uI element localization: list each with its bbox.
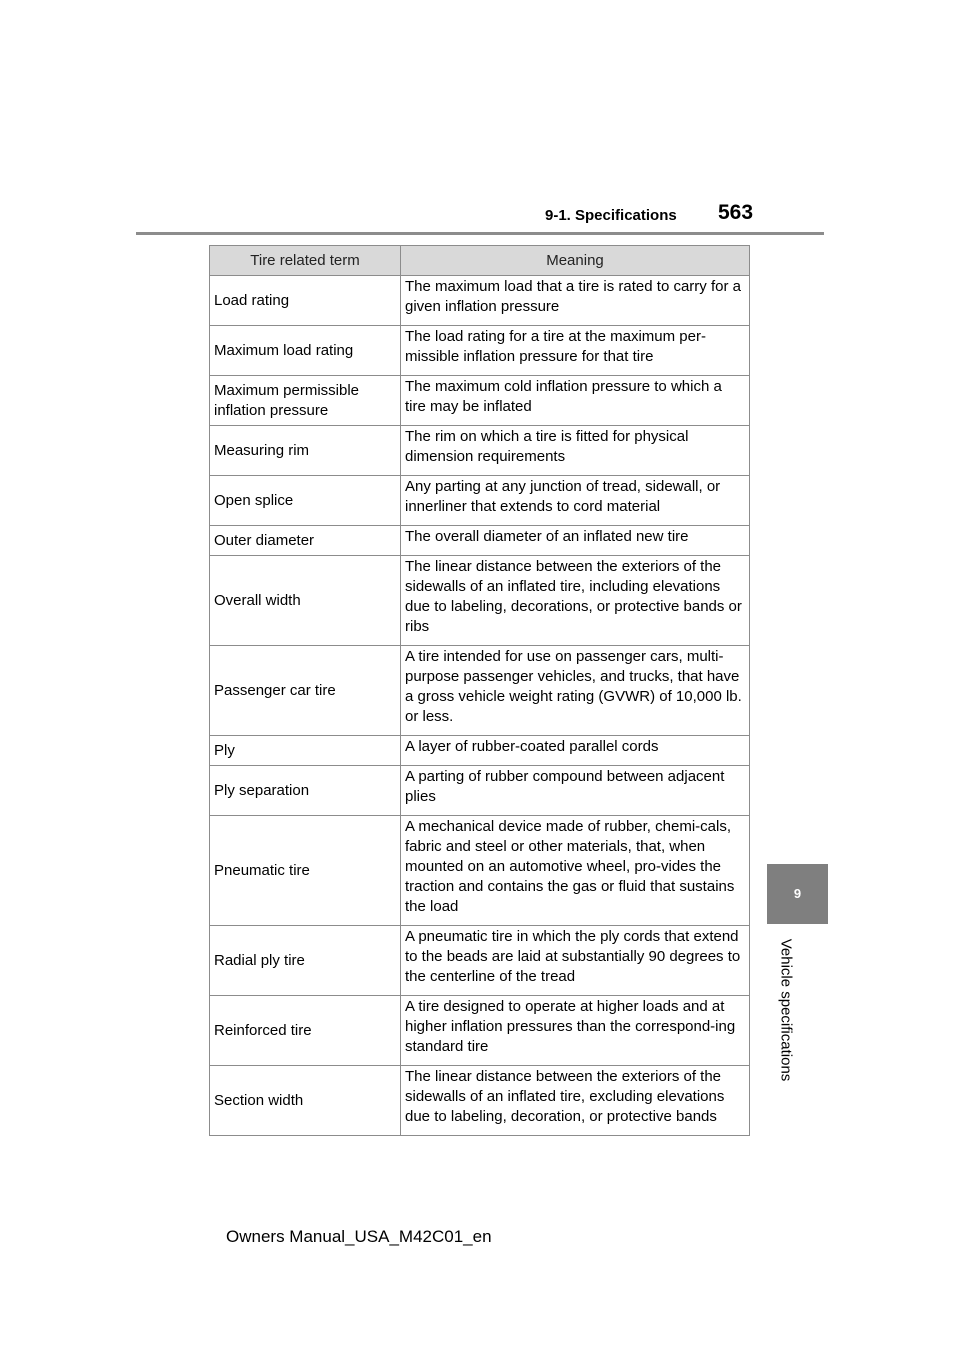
meaning-cell: A tire designed to operate at higher loads and at higher inflation pressures than the correspond-ing standard tire (401, 996, 750, 1066)
chapter-title-text: Vehicle specifications (777, 938, 795, 1082)
table-row (210, 1066, 750, 1136)
term-cell: Passenger car tire (210, 646, 401, 736)
column-header-term: Tire related term (210, 246, 401, 276)
table-row (210, 476, 750, 526)
table-row (210, 556, 750, 646)
meaning-cell: A parting of rubber compound between adjacent plies (401, 766, 750, 816)
table-row (210, 376, 750, 426)
table-row (210, 326, 750, 376)
meaning-cell: A mechanical device made of rubber, chemi-cals, fabric and steel or other materials, that, when mounted on an automotive wheel, pro-vides the traction and contains the gas or fluid that sustains the load (401, 816, 750, 926)
table-row (210, 926, 750, 996)
term-cell: Maximum load rating (210, 326, 401, 376)
meaning-cell: The linear distance between the exteriors of the sidewalls of an inflated tire, excluding elevations due to labeling, decoration, or protective bands (401, 1066, 750, 1136)
meaning-cell: A pneumatic tire in which the ply cords that extend to the beads are laid at substantially 90 degrees to the centerline of the tread (401, 926, 750, 996)
term-cell: Ply (210, 736, 401, 766)
table-row (210, 766, 750, 816)
term-cell: Reinforced tire (210, 996, 401, 1066)
table-body (210, 276, 750, 1136)
meaning-cell: The overall diameter of an inflated new tire (401, 526, 750, 556)
meaning-cell: The maximum cold inflation pressure to which a tire may be inflated (401, 376, 750, 426)
meaning-cell: The load rating for a tire at the maximum per-missible inflation pressure for that tire (401, 326, 750, 376)
tire-terms-table (209, 245, 750, 1136)
meaning-cell: A layer of rubber-coated parallel cords (401, 736, 750, 766)
meaning-cell: The rim on which a tire is fitted for physical dimension requirements (401, 426, 750, 476)
header-divider (136, 232, 824, 235)
table-row (210, 526, 750, 556)
page-header (0, 195, 960, 235)
term-cell: Maximum permissible inflation pressure (210, 376, 401, 426)
table-row (210, 736, 750, 766)
term-cell: Section width (210, 1066, 401, 1136)
term-cell: Overall width (210, 556, 401, 646)
term-cell: Ply separation (210, 766, 401, 816)
meaning-cell: The maximum load that a tire is rated to carry for a given inflation pressure (401, 276, 750, 326)
table-row (210, 646, 750, 736)
table-row (210, 996, 750, 1066)
chapter-number-tab: 9 (767, 864, 828, 924)
table-row (210, 426, 750, 476)
term-cell: Measuring rim (210, 426, 401, 476)
meaning-cell: The linear distance between the exteriors of the sidewalls of an inflated tire, including elevations due to labeling, decorations, or protective bands or ribs (401, 556, 750, 646)
document-name-footer: Owners Manual_USA_M42C01_en (226, 1227, 492, 1246)
term-cell: Load rating (210, 276, 401, 326)
term-cell: Pneumatic tire (210, 816, 401, 926)
table-row (210, 276, 750, 326)
table-header-row (210, 246, 750, 276)
meaning-cell: A tire intended for use on passenger cars, multi-purpose passenger vehicles, and trucks, that have a gross vehicle weight rating (GVWR) of 10,000 lb. or less. (401, 646, 750, 736)
term-cell: Radial ply tire (210, 926, 401, 996)
table-row (210, 816, 750, 926)
term-cell: Outer diameter (210, 526, 401, 556)
term-cell: Open splice (210, 476, 401, 526)
section-title: 9-1. Specifications (545, 207, 677, 224)
column-header-meaning: Meaning (401, 246, 750, 276)
meaning-cell: Any parting at any junction of tread, sidewall, or innerliner that extends to cord material (401, 476, 750, 526)
page-number: 563 (718, 201, 754, 224)
